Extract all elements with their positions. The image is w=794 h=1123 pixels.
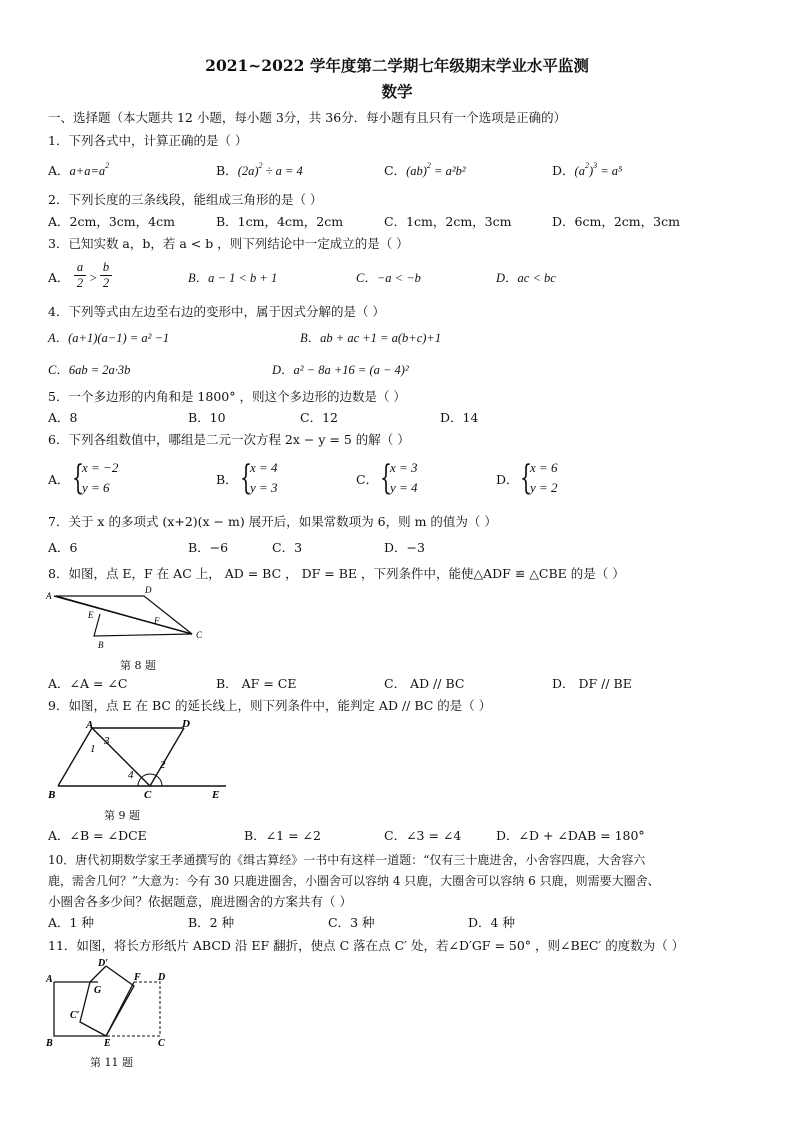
q4-option-c: C．6ab = 2a·3b [48,363,131,377]
subject-title: 数学 [381,82,413,101]
q1-d-expr: (a [574,164,585,178]
q11-stem: 11．如图，将长方形纸片 ABCD 沿 EF 翻折，使点 C 落在点 C′ 处，若∠D′GF = 50° ，则∠BEC′ 的度数为（ ） [48,938,685,953]
q9-label-d: D [182,718,190,730]
q8-label-a: A [46,591,52,601]
q11-caption: 第 11 题 [90,1056,133,1069]
q1-option-b [216,163,303,181]
q3-option-b: B．a − 1 < b + 1 [188,271,278,285]
q1-a-label: A． [48,163,70,178]
q1-c-end: = a²b² [430,164,466,178]
q1-d-label: D． [552,163,575,178]
q6-stem: 6．下列各组数值中，哪组是二元一次方程 2x − y = 5 的解（ ） [48,432,410,447]
q9-label-1: 1 [90,743,96,755]
q11-label-d: D [158,972,166,983]
q9-line-dc [150,728,184,786]
q1-option-d: D．$(a^2)^3 = a^5$ [552,161,623,178]
q7-option-d: D．−3 [384,540,425,555]
q3-option-c: C．−a < −b [356,271,421,285]
q6-a-line1: x = −2 [82,460,119,475]
q3-frac-b [100,260,112,291]
q9-label-4: 4 [128,769,134,781]
q11-folded-flap [106,966,134,1036]
q1-option-a [48,163,109,181]
q6-option-d-label: D． [496,472,519,487]
q2-option-a: A．2cm，3cm，4cm [48,214,175,229]
q6-b-line2: y = 3 [250,480,278,495]
q9-label-c: C [144,789,152,800]
q9-line-ab [58,728,92,786]
q6-c-line1: x = 3 [390,460,418,475]
q9-label-2: 2 [160,759,166,771]
q3-frac-a-den: 2 [74,275,86,291]
q5-option-a: A．8 [48,410,78,425]
q11-dashed-original [108,982,160,1036]
q10-option-b: B．2 种 [188,915,235,930]
q8-label-d: D [145,585,152,595]
q11-label-a: A [46,974,53,985]
q5-option-b: B．10 [188,410,226,425]
q1-c-expr: (ab) [406,164,427,178]
q3-frac-b-den: 2 [100,275,112,291]
q8-label-f: F [154,616,160,626]
q2-stem: 2．下列长度的三条线段，能组成三角形的是（ ） [48,192,323,207]
q9-label-a: A [86,719,94,731]
q9-stem: 9．如图，点 E 在 BC 的延长线上，则下列条件中，能判定 AD // BC 的是（ ） [48,698,492,713]
q6-option-a-label: A． [48,472,70,487]
q10-option-a: A．1 种 [48,915,94,930]
q3-stem: 3．已知实数 a，b，若 a < b ，则下列结论中一定成立的是（ ） [48,236,409,251]
q10-line1: 10．唐代初期数学家王孝通撰写的《缉古算经》一书中有这样一道题：“仅有三十鹿进舍，小舍容四鹿，大舍容六 [48,853,646,867]
q1-b-exp: 2 [258,161,263,170]
q6-b-line1: x = 4 [250,460,278,475]
q8-option-a: A．∠A = ∠C [48,676,128,691]
q11-label-cprime: C′ [70,1010,80,1021]
q6-option-c-label: C． [356,472,379,487]
q3-option-a-label: A． [48,270,70,285]
q1-option-c [384,163,466,181]
q1-b-end: ÷ a = 4 [262,164,303,178]
q9-label-3: 3 [104,735,110,747]
exam-title: 2021~2022 学年度第二学期七年级期末学业水平监测 [205,56,589,75]
q9-option-a: A．∠B = ∠DCE [48,828,147,843]
q1-d-end: = a⁵ [597,164,623,178]
q8-label-b: B [98,640,104,650]
q11-label-dprime: D′ [98,958,109,969]
q9-figure [44,716,234,800]
q10-option-c: C．3 种 [328,915,375,930]
q1-c-label: C． [384,163,407,178]
q3-option-d: D．ac < bc [496,271,556,285]
q3-frac-b-num: b [102,260,110,274]
q8-stem: 8．如图，点 E，F 在 AC 上， AD = BC ， DF = BE ，下列条件中，能使△ADF ≌ △CBE 的是（ ） [48,566,625,581]
q6-d-line2: y = 2 [530,480,558,495]
q6-a-line2: y = 6 [82,480,110,495]
q7-option-b: B．−6 [188,540,229,555]
q9-option-d: D．∠D + ∠DAB = 180° [496,828,645,843]
q8-option-d: D． DF // BE [552,676,632,691]
q6-c-line2: y = 4 [390,480,418,495]
q11-label-c: C [158,1038,165,1048]
q4-option-b: B．ab + ac +1 = a(b+c)+1 [300,331,442,345]
q1-a-exp: 2 [105,161,110,170]
q1-stem: 1．下列各式中，计算正确的是（ ） [48,133,248,148]
q4-option-a: A．(a+1)(a−1) = a² −1 [48,331,170,345]
q1-c-exp: 2 [426,161,431,170]
q8-figure [44,584,214,654]
section-heading: 一、选择题（本大题共 12 小题，每小题 3分，共 36分．每小题有且只有一个选项是正确的） [48,110,567,125]
q10-line3: 小圈舍各多少间？依据题意，鹿进圈舍的方案共有（ ） [48,894,352,909]
q11-folded-c [80,982,106,1036]
q11-label-b: B [46,1038,53,1048]
q10-option-d: D．4 种 [468,915,515,930]
q11-figure [44,956,174,1048]
q11-label-e: E [104,1038,111,1048]
q6-option-b-label: B． [216,472,238,487]
q2-option-c: C．1cm，2cm，3cm [384,214,512,229]
q7-stem: 7．关于 x 的多项式 (x+2)(x − m) 展开后，如果常数项为 6，则 m 的值为（ ） [48,514,497,529]
q4-stem: 4．下列等式由左边至右边的变形中，属于因式分解的是（ ） [48,304,385,319]
q5-option-d: D．14 [440,410,479,425]
q11-label-g: G [94,985,102,996]
q9-option-c: C．∠3 = ∠4 [384,828,462,843]
q8-caption: 第 8 题 [120,659,156,672]
q3-frac-a-num: a [76,260,84,274]
q1-d-outer-exp: 3 [593,161,598,170]
q6-d-line1: x = 6 [530,460,558,475]
q7-option-a: A．6 [48,540,78,555]
q1-b-expr: (2a) [237,164,259,178]
q9-caption: 第 9 题 [104,809,140,822]
q3-frac-a [74,260,86,291]
q11-label-f: F [134,972,141,983]
q9-label-e: E [212,789,220,800]
q5-option-c: C．12 [300,410,338,425]
q9-label-b: B [48,789,56,800]
q2-option-b: B．1cm，4cm，2cm [216,214,344,229]
q8-option-c: C． AD // BC [384,676,465,691]
q9-option-b: B．∠1 = ∠2 [244,828,321,843]
q1-d-inner-exp: 2 [584,161,589,170]
q7-option-c: C．3 [272,540,303,555]
q8-option-b: B． AF = CE [216,676,297,691]
q4-option-d: D．a² − 8a +16 = (a − 4)² [272,363,409,377]
q8-label-c: C [196,630,203,640]
q3-gt: > [89,271,98,285]
q2-option-d: D．6cm，2cm，3cm [552,214,680,229]
q8-label-e: E [88,610,94,620]
q5-stem: 5．一个多边形的内角和是 1800° ，则这个多边形的边数是（ ） [48,389,406,404]
q1-a-expr: a+a=a [69,164,106,178]
q10-line2: 鹿，需舍几何？”大意为：今有 30 只鹿进圈舍，小圈舍可以容纳 4 只鹿，大圈舍可以容纳 6 只鹿，则需要大圈舍、 [48,874,660,888]
q1-b-label: B． [216,163,238,178]
